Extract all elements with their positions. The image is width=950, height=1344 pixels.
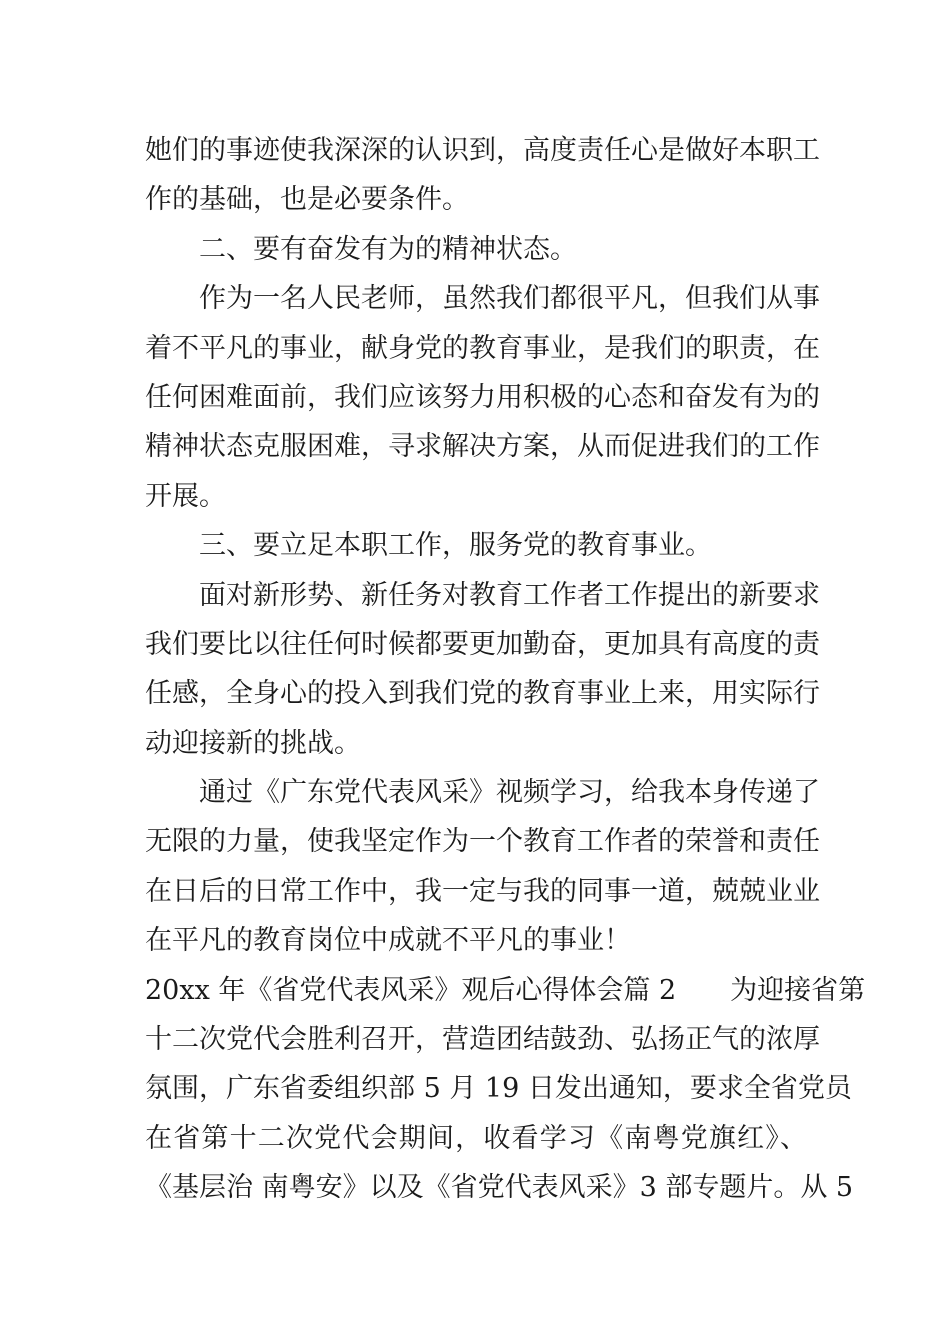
- text-line: 氛围，广东省委组织部 5 月 19 日发出通知，要求全省党员: [145, 1073, 852, 1105]
- text-line: 作为一名人民老师，虽然我们都很平凡，但我们从事: [199, 283, 820, 315]
- text-line: 我们要比以往任何时候都要更加勤奋，更加具有高度的责: [145, 628, 820, 660]
- text-line: 《基层治 南粤安》以及《省党代表风采》3 部专题片。从 5: [145, 1172, 854, 1204]
- text-line: 在日后的日常工作中，我一定与我的同事一道，兢兢业业: [145, 875, 820, 907]
- text-line: 面对新形势、新任务对教育工作者工作提出的新要求: [199, 579, 820, 611]
- text-line: 通过《广东党代表风采》视频学习，给我本身传递了: [199, 777, 820, 809]
- text-line: 作的基础，也是必要条件。: [145, 184, 469, 216]
- text-line: 精神状态克服困难，寻求解决方案，从而促进我们的工作: [145, 431, 820, 463]
- document-body: [145, 126, 866, 1213]
- text-line: 在省第十二次党代会期间，收看学习《南粤党旗红》、: [145, 1122, 807, 1154]
- text-line: 在平凡的教育岗位中成就不平凡的事业！: [145, 925, 631, 957]
- text-line: 十二次党代会胜利召开，营造团结鼓劲、弘扬正气的浓厚: [145, 1024, 820, 1056]
- text-line: 她们的事迹使我深深的认识到，高度责任心是做好本职工: [145, 135, 820, 166]
- text-line: 任何困难面前，我们应该努力用积极的心态和奋发有为的: [145, 381, 820, 413]
- section-heading: 三、要立足本职工作，服务党的教育事业。: [199, 530, 712, 562]
- text-line: 无限的力量，使我坚定作为一个教育工作者的荣誉和责任: [145, 826, 820, 858]
- article-title-line: 20xx 年《省党代表风采》观后心得体会篇 2 为迎接省第: [145, 974, 866, 1006]
- text-line: 着不平凡的事业，献身党的教育事业，是我们的职责，在: [145, 332, 820, 364]
- text-line: 动迎接新的挑战。: [145, 727, 361, 759]
- text-line: 任感，全身心的投入到我们党的教育事业上来，用实际行: [145, 678, 820, 710]
- text-line: 开展。: [145, 480, 226, 512]
- section-heading: 二、要有奋发有为的精神状态。: [199, 233, 577, 265]
